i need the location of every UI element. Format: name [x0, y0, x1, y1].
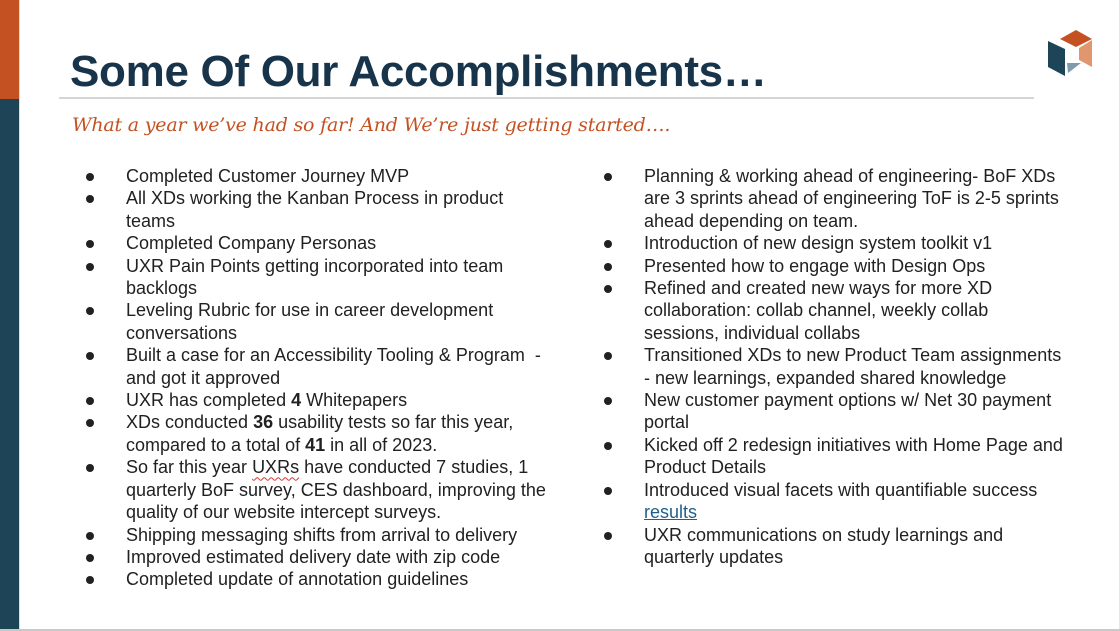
- list-item: Leveling Rubric for use in career development conversations: [86, 299, 546, 344]
- bullet-icon: [604, 532, 612, 540]
- bullet-icon: [86, 397, 94, 405]
- accomplishments-list-right: [604, 165, 1064, 568]
- bullet-icon: [604, 442, 612, 450]
- bullet-icon: [86, 173, 94, 181]
- slide-title: Some Of Our Accomplishments…: [70, 47, 767, 96]
- list-item: Refined and created new ways for more XD collaboration: collab channel, weekly collab sessions, individual collabs: [604, 277, 1064, 344]
- bullet-icon: [604, 263, 612, 271]
- list-item: Introduced visual facets with quantifiable success results: [604, 479, 1064, 524]
- list-item: New customer payment options w/ Net 30 payment portal: [604, 389, 1064, 434]
- list-item: Presented how to engage with Design Ops: [604, 255, 1064, 277]
- bullet-icon: [86, 352, 94, 360]
- list-item: Planning & working ahead of engineering- BoF XDs are 3 sprints ahead of engineering ToF is 2-5 sprints ahead depending on team.: [604, 165, 1064, 232]
- list-item: UXR Pain Points getting incorporated into team backlogs: [86, 255, 546, 300]
- list-item: Introduction of new design system toolkit v1: [604, 232, 1064, 254]
- bullet-icon: [604, 285, 612, 293]
- bullet-icon: [86, 554, 94, 562]
- usability-tests-2023-count: 41: [305, 434, 326, 455]
- list-item: UXR has completed 4 Whitepapers: [86, 389, 546, 411]
- bullet-icon: [86, 307, 94, 315]
- accent-bar-orange: [0, 0, 19, 99]
- list-item: Completed update of annotation guidelines: [86, 568, 546, 590]
- list-item: Kicked off 2 redesign initiatives with Home Page and Product Details: [604, 434, 1064, 479]
- bullet-icon: [86, 464, 94, 472]
- accomplishments-list-left: [86, 165, 546, 591]
- results-link[interactable]: results: [644, 502, 698, 523]
- list-item: Completed Company Personas: [86, 232, 546, 254]
- bullet-icon: [604, 173, 612, 181]
- whitepaper-count: 4: [291, 390, 302, 411]
- bullet-icon: [86, 532, 94, 540]
- bullet-icon: [86, 263, 94, 271]
- accent-bar-navy: [0, 99, 19, 629]
- list-item: UXR communications on study learnings and quarterly updates: [604, 524, 1064, 569]
- list-item: So far this year UXRs have conducted 7 studies, 1 quarterly BoF survey, CES dashboard, improving the quality of our website intercept surveys.: [86, 456, 546, 523]
- bullet-icon: [604, 397, 612, 405]
- bullet-icon: [86, 240, 94, 248]
- list-item: Built a case for an Accessibility Tooling & Program - and got it approved: [86, 344, 546, 389]
- bullet-icon: [604, 352, 612, 360]
- cube-logo-icon: [1046, 27, 1096, 77]
- title-divider: [59, 97, 1034, 99]
- list-item: All XDs working the Kanban Process in product teams: [86, 187, 546, 232]
- bullet-icon: [86, 195, 94, 203]
- accent-bar-divider: [19, 0, 20, 629]
- spellcheck-word: UXRs: [252, 457, 300, 478]
- bullet-icon: [86, 419, 94, 427]
- bullet-icon: [604, 487, 612, 495]
- bullet-icon: [604, 240, 612, 248]
- bullet-icon: [86, 576, 94, 584]
- list-item: XDs conducted 36 usability tests so far this year, compared to a total of 41 in all of 2023.: [86, 411, 546, 456]
- list-item: Improved estimated delivery date with zip code: [86, 546, 546, 568]
- list-item: Transitioned XDs to new Product Team assignments - new learnings, expanded shared knowledge: [604, 344, 1064, 389]
- list-item: Shipping messaging shifts from arrival to delivery: [86, 524, 546, 546]
- slide-subtitle: What a year we’ve had so far! And We’re just getting started….: [72, 114, 671, 136]
- list-item: Completed Customer Journey MVP: [86, 165, 546, 187]
- usability-tests-count: 36: [253, 412, 274, 433]
